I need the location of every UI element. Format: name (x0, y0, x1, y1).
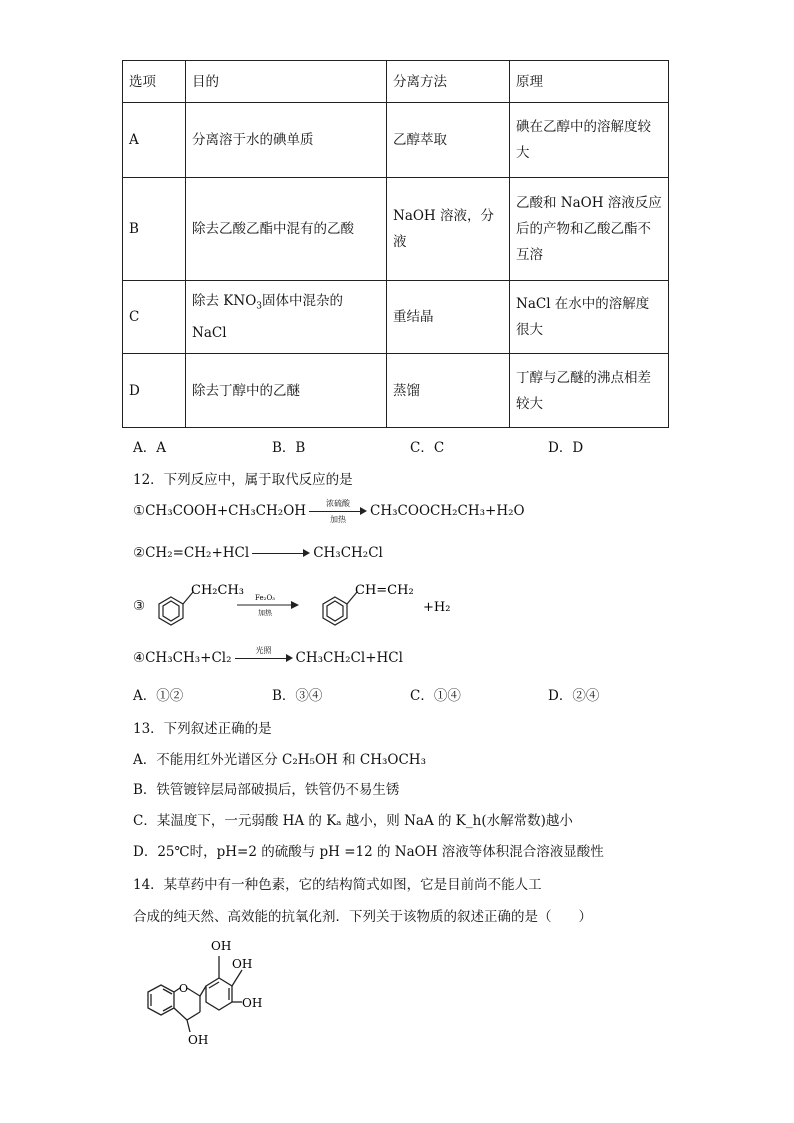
reaction-arrow (309, 499, 367, 524)
arrow-condition-bottom: 加热 (258, 609, 272, 617)
reaction-1-products: CH₃COOCH₂CH₃+H₂O (370, 503, 525, 519)
table-row (123, 103, 669, 178)
q11-option-a[interactable]: A．A (133, 440, 166, 456)
oh-label: OH (211, 939, 232, 953)
arrow-condition-bottom: 加热 (330, 515, 347, 524)
q12-option-c[interactable]: C．①④ (410, 688, 461, 704)
row-purpose: 除去丁醇中的乙醚 (186, 354, 387, 428)
row-purpose: 除去乙酸乙酯中混有的乙酸 (186, 178, 387, 281)
table-row (123, 178, 669, 281)
arrow-condition-top: Fe₂O₃ (255, 594, 275, 602)
reaction-4 (133, 648, 403, 668)
row-method: 蒸馏 (387, 354, 510, 428)
reaction-arrow (235, 648, 293, 668)
row-purpose (186, 281, 387, 354)
benzene-ring-icon (323, 592, 357, 625)
vinyl-label: CH=CH₂ (355, 583, 414, 598)
q12-option-a[interactable]: A．①② (133, 688, 184, 704)
row-option: A (123, 103, 186, 178)
q12-option-d[interactable]: D．②④ (548, 688, 600, 704)
q13-option-d[interactable]: D．25℃时，pH=2 的硫酸与 pH =12 的 NaOH 溶液等体积混合溶液显酸性 (133, 844, 604, 860)
reaction-2-products: CH₃CH₂Cl (313, 545, 383, 561)
reaction-4-reactants: ④CH₃CH₃+Cl₂ (133, 650, 232, 666)
purpose-pre: 除去 KNO (192, 293, 257, 310)
reaction-arrow (252, 543, 310, 563)
catechin-structure (128, 930, 268, 1050)
q11-option-d[interactable]: D．D (548, 440, 584, 456)
arrow-shaft (235, 658, 287, 659)
reaction-2 (133, 543, 383, 563)
q13-option-b[interactable]: B．铁管镀锌层局部破损后，铁管仍不易生锈 (133, 782, 400, 798)
arrow-condition-top: 浓硫酸 (326, 499, 351, 508)
q11-option-b[interactable]: B．B (272, 440, 306, 456)
row-purpose: 分离溶于水的碘单质 (186, 103, 387, 178)
purpose-subscript: 3 (256, 301, 262, 312)
ring-oxygen-label: O (179, 982, 189, 995)
header-method: 分离方法 (387, 61, 510, 103)
reaction-2-reactants: ②CH₂=CH₂+HCl (133, 545, 250, 561)
row-method: 乙醇萃取 (387, 103, 510, 178)
q14-line-1: 14．某草药中有一种色素，它的结构简式如图，它是目前尚不能人工 (133, 877, 542, 893)
q12-stem: 12．下列反应中，属于取代反应的是 (133, 472, 353, 488)
header-option: 选项 (123, 61, 186, 103)
reaction-4-products: CH₃CH₂Cl+HCl (295, 650, 403, 666)
q13-option-c[interactable]: C．某温度下，一元弱酸 HA 的 Kₐ 越小，则 NaA 的 K_h(水解常数)越小 (133, 813, 573, 829)
header-principle: 原理 (510, 61, 669, 103)
reaction-3-number: ③ (133, 598, 146, 614)
arrow-head (286, 654, 293, 662)
row-principle: NaCl 在水中的溶解度很大 (510, 281, 669, 354)
row-principle: 丁醇与乙醚的沸点相差较大 (510, 354, 669, 428)
q11-option-c[interactable]: C．C (410, 440, 445, 456)
row-principle: 乙酸和 NaOH 溶液反应后的产物和乙酸乙酯不互溶 (510, 178, 669, 281)
reaction-1-reactants: ①CH₃COOH+CH₃CH₂OH (133, 503, 307, 519)
purpose-post: 固体中混杂的 NaCl (192, 293, 343, 341)
oh-label: OH (188, 1033, 209, 1047)
arrow-head (303, 549, 310, 557)
row-option: C (123, 281, 186, 354)
table-header-row (123, 61, 669, 103)
reaction-3-structures (133, 578, 473, 638)
row-method: 重结晶 (387, 281, 510, 354)
oh-label: OH (242, 996, 263, 1010)
row-option: D (123, 354, 186, 428)
ethyl-label: CH₂CH₃ (191, 583, 244, 598)
separation-table (122, 60, 669, 428)
reaction-arrow (237, 594, 299, 617)
header-purpose: 目的 (186, 61, 387, 103)
table-row (123, 354, 669, 428)
arrow-condition-top: 光照 (255, 646, 272, 655)
row-principle: 碘在乙醇中的溶解度较大 (510, 103, 669, 178)
oh-label: OH (232, 957, 253, 971)
hydrogen-label: +H₂ (423, 600, 451, 615)
q12-option-b[interactable]: B．③④ (272, 688, 323, 704)
q13-option-a[interactable]: A．不能用红外光谱区分 C₂H₅OH 和 CH₃OCH₃ (133, 752, 426, 768)
benzopyran-rings-icon (148, 985, 200, 1032)
q14-line-2: 合成的纯天然、高效能的抗氧化剂．下列关于该物质的叙述正确的是（ ） (133, 909, 592, 925)
row-method: NaOH 溶液，分液 (387, 178, 510, 281)
reaction-1 (133, 499, 525, 524)
reaction-3 (133, 578, 473, 638)
arrow-shaft (252, 553, 304, 554)
benzene-ring-icon (159, 592, 193, 625)
row-option: B (123, 178, 186, 281)
arrow-shaft (309, 511, 361, 512)
table-row (123, 281, 669, 354)
q13-stem: 13．下列叙述正确的是 (133, 721, 272, 737)
